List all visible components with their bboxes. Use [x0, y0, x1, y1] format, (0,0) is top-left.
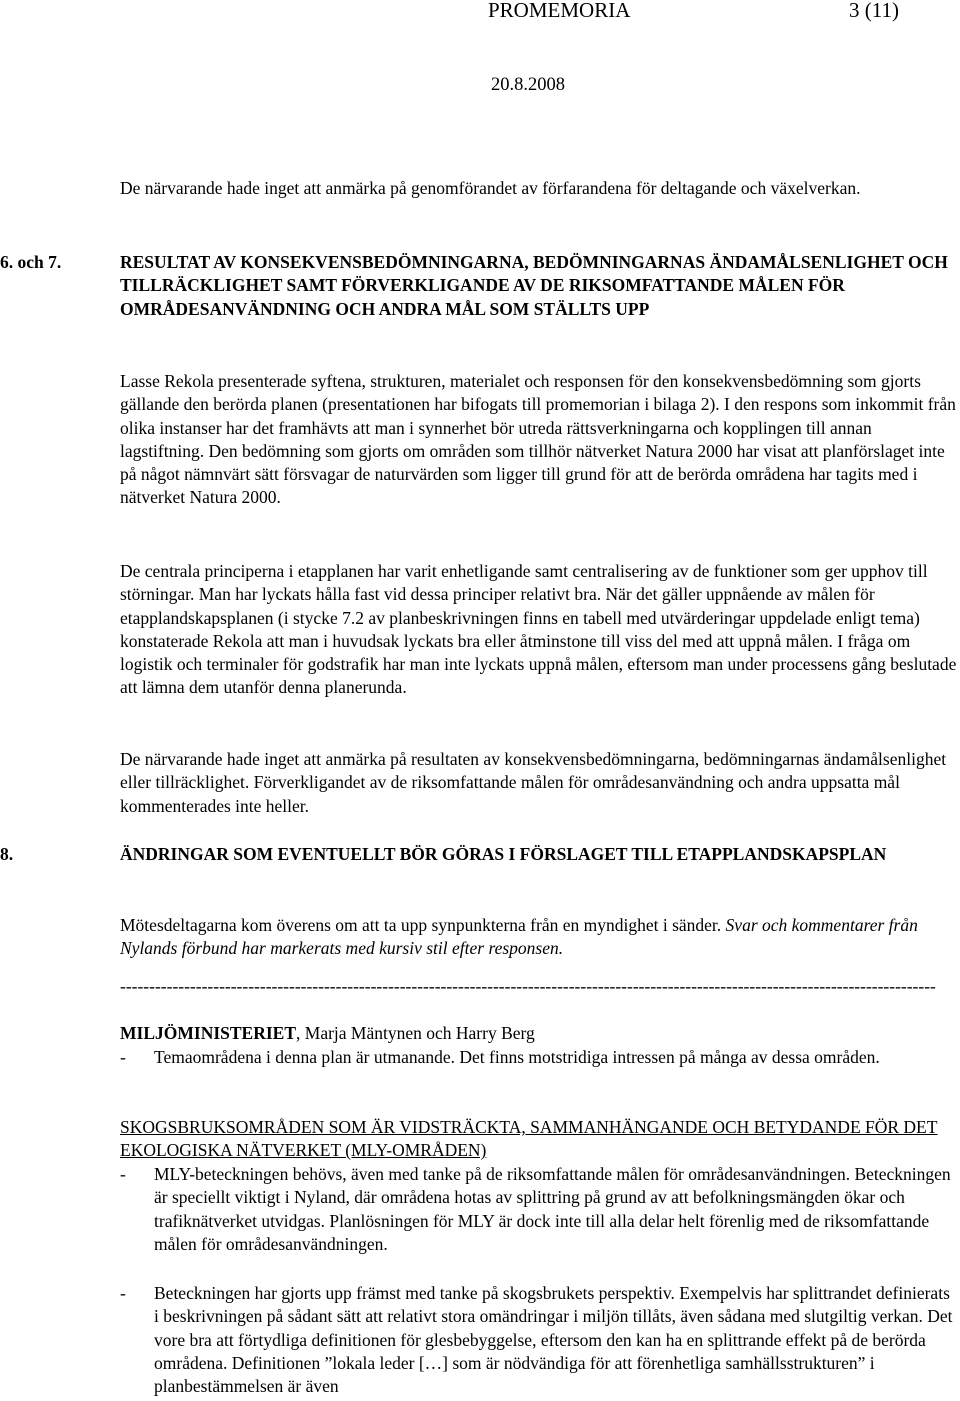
section-67-paragraph-3: De närvarande hade inget att anmärka på resultaten av konsekvensbedömningarna, bedömningarnas ändamålsenlighet eller tillräcklighet. Förverkligandet av de riksomfattande målen för områdesanvändning och andra uppsatta mål kommenterades inte heller.: [120, 749, 947, 816]
section-67-number: 6. och 7.: [0, 252, 62, 272]
page-number: 3 (11): [849, 0, 899, 22]
section-67-heading: RESULTAT AV KONSEKVENSBEDÖMNINGARNA, BEDÖMNINGARNAS ÄNDAMÅLSENLIGHET OCH TILLRÄCKLIGHET SAMT FÖRVERKLIGANDE AV DE RIKSOMFATTANDE MÅLEN FÖR OMRÅDESANVÄNDNING OCH ANDRA MÅL SOM STÄLLTS UPP: [120, 252, 948, 319]
ministry-line: [120, 1022, 958, 1045]
ministry-bullet-1: [120, 1046, 958, 1069]
ministry-persons: , Marja Mäntynen och Harry Berg: [296, 1023, 535, 1043]
bullet-dash: -: [120, 1283, 126, 1303]
intro-paragraph: De närvarande hade inget att anmärka på genomförandet av förfarandena för deltagande och växelverkan.: [120, 178, 861, 198]
bullet-dash: -: [120, 1047, 126, 1067]
bullet-dash: -: [120, 1164, 126, 1184]
forest-bullet-1: [120, 1163, 958, 1256]
bullet-text: MLY-beteckningen behövs, även med tanke på de riksomfattande målen för områdesanvändningen. Beteckningen är speciellt viktigt i Nyland, där områdena hotas av splittring på grund av att befolkningsmängden ökar och trafiknätverket utvidgas. Planlösningen för MLY är dock inte till alla delar helt förenlig med de riksomfattande målen för områdesanvändningen.: [154, 1164, 951, 1254]
section-67-paragraph-2: De centrala principerna i etapplanen har varit enhetligande samt centralisering av de funktioner som ger upphov till störningar. Man har lyckats hålla fast vid dessa principer relativt bra. När det gäller uppnående av målen för etapplandskapsplanen (i stycke 7.2 av planbeskrivningen finns en tabell med utvärderingar uppdelade enligt tema) konstaterade Rekola att man i huvudsak lyckats bra eller åtminstone till viss del med att uppnå målen. I fråga om logistik och terminaler för godstrafik har man inte lyckats uppnå målen, eftersom man under processens gång beslutade att lämna dem utanför denna planerunda.: [120, 561, 957, 698]
document-date: 20.8.2008: [491, 75, 565, 95]
section-67-paragraph-1: Lasse Rekola presenterade syftena, strukturen, materialet och responsen för den konsekvensbedömning som gjorts gällande den berörda planen (presentationen har bifogats till promemorian i bilaga 2). I den respons som inkommit från olika instanser har det framhävts att man i synnerhet bör utreda rättsverkningarna och kopplingen till annan lagstiftning. Den bedömning som gjorts om områden som tillhör nätverket Natura 2000 har visat att planförslaget inte på något nämnvärt sätt försvagar de naturvärden som ligger till grund för att de berörda områdena har tagits med i nätverket Natura 2000.: [120, 371, 956, 508]
section-8-paragraph: [120, 914, 958, 961]
section-8-heading: ÄNDRINGAR SOM EVENTUELLT BÖR GÖRAS I FÖRSLAGET TILL ETAPPLANDSKAPSPLAN: [120, 844, 887, 864]
bullet-text: Beteckningen har gjorts upp främst med tanke på skogsbrukets perspektiv. Exempelvis har splittrandet definierats i beskrivningen på sådant sätt att relativt stora omändringar i miljön tillåts, även sådana med slutgiltig verkan. Det vore bra att förtydliga definitionen för glesbebyggelse, eftersom den kan ha en splittrande effekt på de berörda områdena. Definitionen ”lokala leder […] som är nödvändiga för att förenhetliga samhällsstrukturen” i planbestämmelsen är även: [154, 1283, 953, 1397]
section-8-paragraph-italic: Svar och kommentarer från Nylands förbund har markerats med kursiv stil efter responsen.: [120, 915, 918, 959]
document-type-title: PROMEMORIA: [488, 0, 631, 22]
section-8-paragraph-normal: Mötesdeltagarna kom överens om att ta upp synpunkterna från en myndighet i sänder.: [120, 915, 722, 935]
forest-heading: SKOGSBRUKSOMRÅDEN SOM ÄR VIDSTRÄCKTA, SAMMANHÄNGANDE OCH BETYDANDE FÖR DET EKOLOGISKA NÄTVERKET (MLY-OMRÅDEN): [120, 1117, 938, 1161]
section-8-number: 8.: [0, 844, 14, 864]
ministry-name: MILJÖMINISTERIET: [120, 1023, 297, 1043]
forest-bullet-2: [120, 1282, 958, 1398]
separator-line: --------------------------------------------------------------------------------------------------------------------------------------------: [120, 976, 936, 996]
bullet-text: Temaområdena i denna plan är utmanande. Det finns motstridiga intressen på många av dessa områden.: [154, 1047, 880, 1067]
